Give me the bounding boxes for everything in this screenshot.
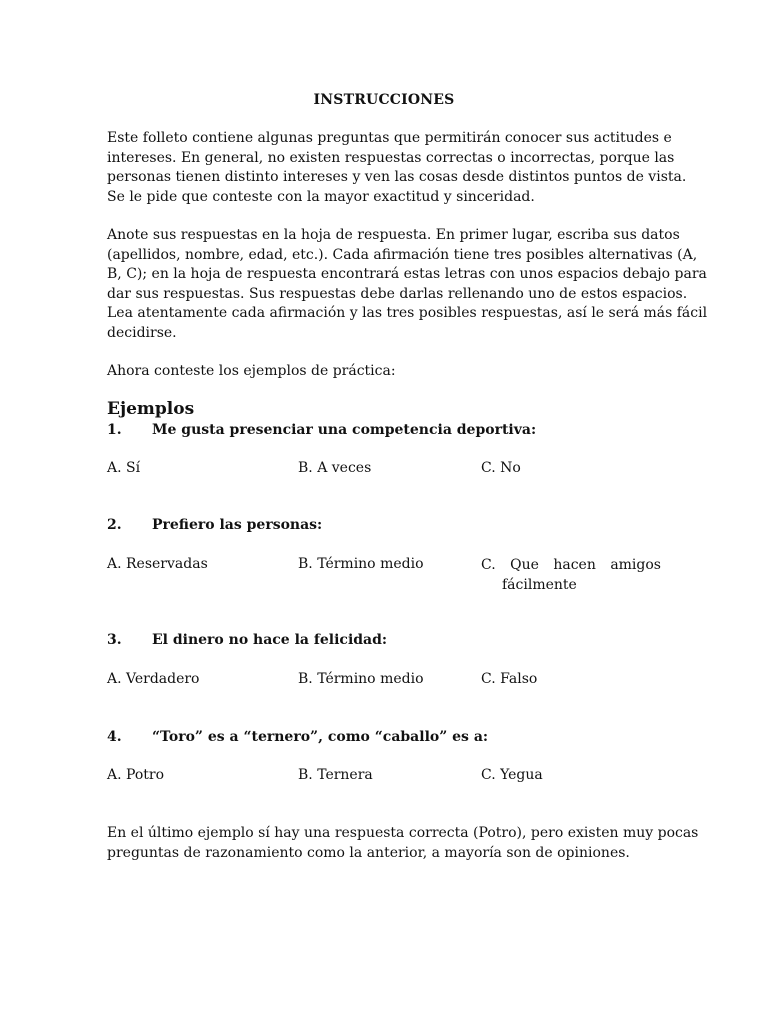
intro-line: Este folleto contiene algunas preguntas que permitirán conocer sus actitudes e: [107, 130, 672, 146]
option-b: B. A veces: [298, 460, 372, 476]
closing-line: preguntas de razonamiento como la anterior, a mayoría son de opiniones.: [107, 844, 630, 861]
option-c: C. Falso: [481, 671, 538, 687]
closing-paragraph: [107, 824, 699, 863]
answers-line: Anote sus respuestas en la hoja de respuesta. En primer lugar, escriba sus datos: [107, 227, 680, 243]
option-b: B. Término medio: [298, 556, 424, 572]
intro-line: personas tienen distinto intereses y ven las cosas desde distintos puntos de vista.: [107, 169, 687, 185]
option-a: A. Reservadas: [107, 556, 208, 572]
option-a: A. Verdadero: [107, 671, 200, 687]
question-number: 3.: [107, 632, 122, 648]
question-text: Me gusta presenciar una competencia deportiva:: [152, 422, 537, 438]
practice-prompt-text: Ahora conteste los ejemplos de práctica:: [107, 363, 396, 379]
answers-line: decidirse.: [107, 324, 177, 341]
question-text: “Toro” es a “ternero”, como “caballo” es a:: [152, 729, 489, 745]
option-c: C. No: [481, 460, 521, 476]
question-number: 4.: [107, 729, 122, 745]
answers-line: dar sus respuestas. Sus respuestas debe darlas rellenando uno de estos espacios.: [107, 285, 688, 302]
practice-prompt: [107, 362, 661, 382]
example-options-1: [107, 460, 661, 500]
example-question-2: [107, 517, 661, 537]
question-number: 2.: [107, 517, 122, 533]
example-options-4: [107, 767, 661, 807]
option-c-line-2: fácilmente: [502, 576, 577, 593]
example-question-4: [107, 729, 661, 749]
intro-line: Se le pide que conteste con la mayor exactitud y sinceridad.: [107, 188, 535, 205]
examples-heading: Ejemplos: [107, 399, 195, 419]
example-options-3: [107, 671, 661, 711]
answers-line: Lea atentamente cada afirmación y las tres posibles respuestas, así le será más fácil: [107, 305, 708, 321]
option-a: A. Sí: [107, 460, 141, 476]
example-options-2: [107, 556, 661, 596]
page-title: INSTRUCCIONES: [313, 92, 455, 108]
option-c-line-1: C. Que hacen amigos: [481, 557, 661, 573]
question-text: Prefiero las personas:: [152, 517, 323, 533]
intro-paragraph: [107, 129, 687, 207]
option-a: A. Potro: [107, 767, 165, 783]
option-b: B. Ternera: [298, 767, 373, 783]
answers-line: B, C); en la hoja de respuesta encontrará estas letras con unos espacios debajo para: [107, 266, 707, 282]
question-text: El dinero no hace la felicidad:: [152, 632, 388, 648]
option-c: [481, 556, 661, 595]
option-b: B. Término medio: [298, 671, 424, 687]
intro-line: intereses. En general, no existen respuestas correctas o incorrectas, porque las: [107, 149, 675, 166]
answers-line: (apellidos, nombre, edad, etc.). Cada afirmación tiene tres posibles alternativas (A,: [107, 246, 698, 263]
option-c: C. Yegua: [481, 767, 543, 783]
question-number: 1.: [107, 422, 122, 438]
answers-paragraph: [107, 226, 708, 343]
example-question-1: [107, 422, 661, 442]
example-question-3: [107, 632, 661, 652]
closing-line: En el último ejemplo sí hay una respuesta correcta (Potro), pero existen muy pocas: [107, 825, 699, 841]
